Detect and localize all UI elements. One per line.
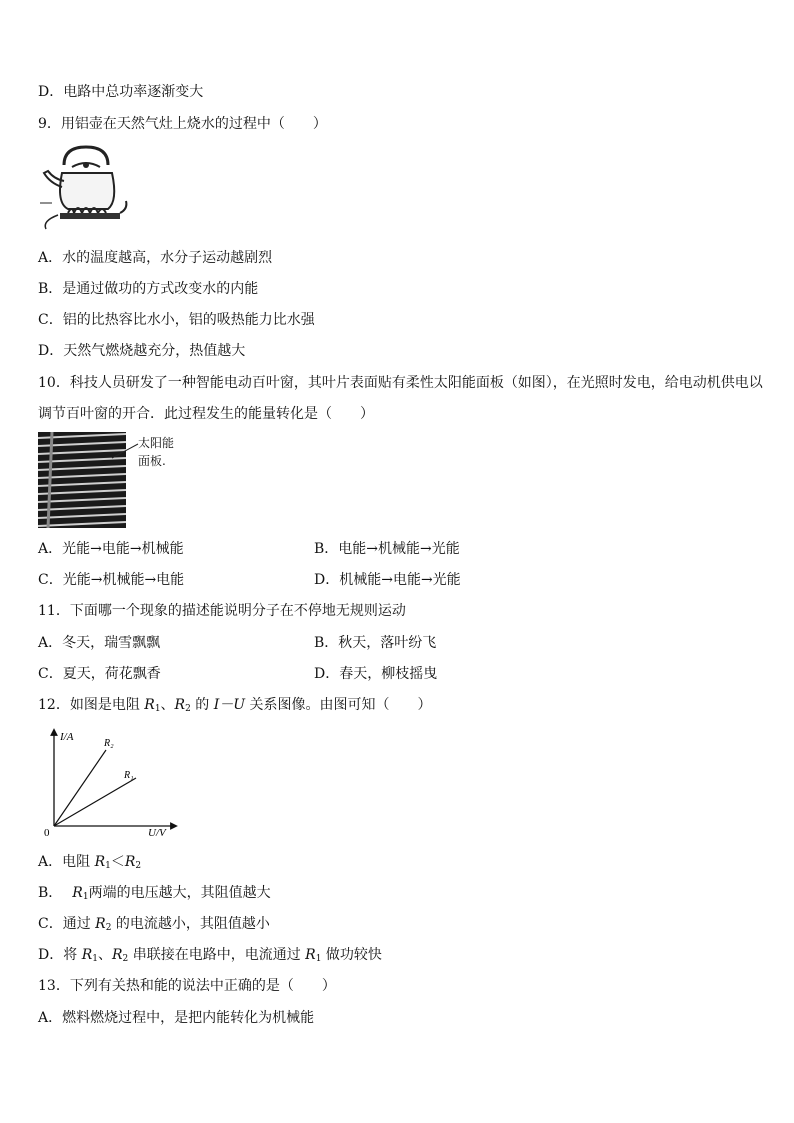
iu-graph [40, 726, 180, 838]
q12-stem [38, 695, 432, 719]
q12-optD-mid: 串联接在电路中，电流通过 [128, 947, 306, 963]
q12-stem-mid: 的 [190, 697, 214, 713]
q12-stem-iu: I－U [213, 697, 246, 713]
q13-stem: 13．下列有关热和能的说法中正确的是（ ） [38, 978, 336, 994]
q12-optB-r1: R [72, 885, 83, 901]
q12-stem-r2-sub: 2 [185, 704, 191, 714]
q9-option-c: C．铝的比热容比水小，铝的吸热能力比水强 [38, 312, 315, 328]
q11-option-a: A．冬天，瑞雪飘飘 [38, 635, 161, 651]
solar-panel-label-line2: 面板. [138, 454, 166, 468]
q10-stem-line1: 10．科技人员研发了一种智能电动百叶窗，其叶片表面贴有柔性太阳能面板（如图），在光照时发电，给电动机供电以 [38, 375, 763, 391]
q10-option-a: A．光能→电能→机械能 [38, 541, 184, 557]
q12-optD-r1b: R [305, 947, 316, 963]
q12-stem-post: 关系图像。由图可知（ ） [245, 697, 432, 713]
q13-option-a: A．燃料燃烧过程中，是把内能转化为机械能 [38, 1010, 315, 1026]
q11-option-d: D．春天，柳枝摇曳 [314, 666, 438, 682]
label-pointer-line [110, 440, 140, 460]
solar-panel-label [138, 434, 174, 470]
q9-option-b: B．是通过做功的方式改变水的内能 [38, 281, 259, 297]
q12-optD-r2-sub: 2 [122, 954, 129, 964]
q12-optD-post: 做功较快 [321, 947, 382, 963]
q9-stem: 9．用铝壶在天然气灶上烧水的过程中（ ） [38, 116, 327, 132]
graph-xlabel: U/V [148, 827, 166, 838]
q12-stem-sep: 、 [160, 697, 175, 713]
graph-ylabel: I/A [60, 731, 74, 743]
r1-line [54, 778, 136, 826]
q9-option-d: D．天然气燃烧越充分，热值越大 [38, 343, 246, 359]
q12-optA-r1: R [94, 854, 106, 870]
q12-optD-r2: R [111, 947, 123, 963]
q12-optC-post: 的电流越小，其阻值越小 [111, 916, 270, 932]
q10-stem-line2: 调节百叶窗的开合．此过程发生的能量转化是（ ） [38, 406, 374, 422]
q12-optB-post: 两端的电压越大，其阻值越大 [88, 885, 271, 901]
q12-optC-pre: C．通过 [38, 916, 96, 932]
q10-option-d: D．机械能→电能→光能 [314, 572, 461, 588]
q12-optA-r1-sub: 1 [105, 861, 111, 871]
q12-optB-pre: B． [38, 885, 63, 901]
q12-optD-r1: R [81, 947, 93, 963]
q12-stem-pre: 12．如图是电阻 [38, 697, 145, 713]
q12-option-c [38, 914, 270, 938]
q12-optA-pre: A．电阻 [38, 854, 95, 870]
graph-r2-label: R₂ [104, 738, 114, 749]
q12-stem-r2: R [174, 697, 186, 713]
q12-optD-r1b-sub: 1 [315, 954, 322, 964]
q12-option-d [38, 945, 382, 969]
q12-optD-pre: D．将 [38, 947, 82, 963]
q12-optB-r1-sub: 1 [82, 892, 89, 902]
q11-option-b: B．秋天，落叶纷飞 [314, 635, 437, 651]
q10-option-c: C．光能→机械能→电能 [38, 572, 185, 588]
kettle-on-stove-figure [38, 143, 134, 233]
q12-optA-r2: R [124, 854, 136, 870]
q8-option-d: D．电路中总功率逐渐变大 [38, 84, 204, 100]
q12-stem-r1-sub: 1 [154, 704, 161, 714]
q12-stem-r1: R [144, 697, 155, 713]
q12-optA-rel: ＜ [110, 854, 125, 870]
r2-line [54, 750, 106, 826]
solar-panel-label-line1: 太阳能 [138, 436, 175, 450]
q12-option-b [38, 883, 271, 907]
q12-optD-r1-sub: 1 [92, 954, 98, 964]
q12-optC-r2-sub: 2 [105, 923, 112, 933]
q9-option-a: A．水的温度越高，水分子运动越剧烈 [38, 250, 273, 266]
q12-option-a [38, 852, 141, 876]
graph-origin: 0 [44, 827, 50, 838]
graph-r1-label: R₁ [124, 770, 134, 781]
q10-option-b: B．电能→机械能→光能 [314, 541, 460, 557]
q12-optA-r2-sub: 2 [135, 861, 142, 871]
q11-option-c: C．夏天，荷花飘香 [38, 666, 161, 682]
q12-optD-sep: 、 [97, 947, 112, 963]
q12-optC-r2: R [95, 916, 106, 932]
q11-stem: 11．下面哪一个现象的描述能说明分子在不停地无规则运动 [38, 603, 406, 619]
